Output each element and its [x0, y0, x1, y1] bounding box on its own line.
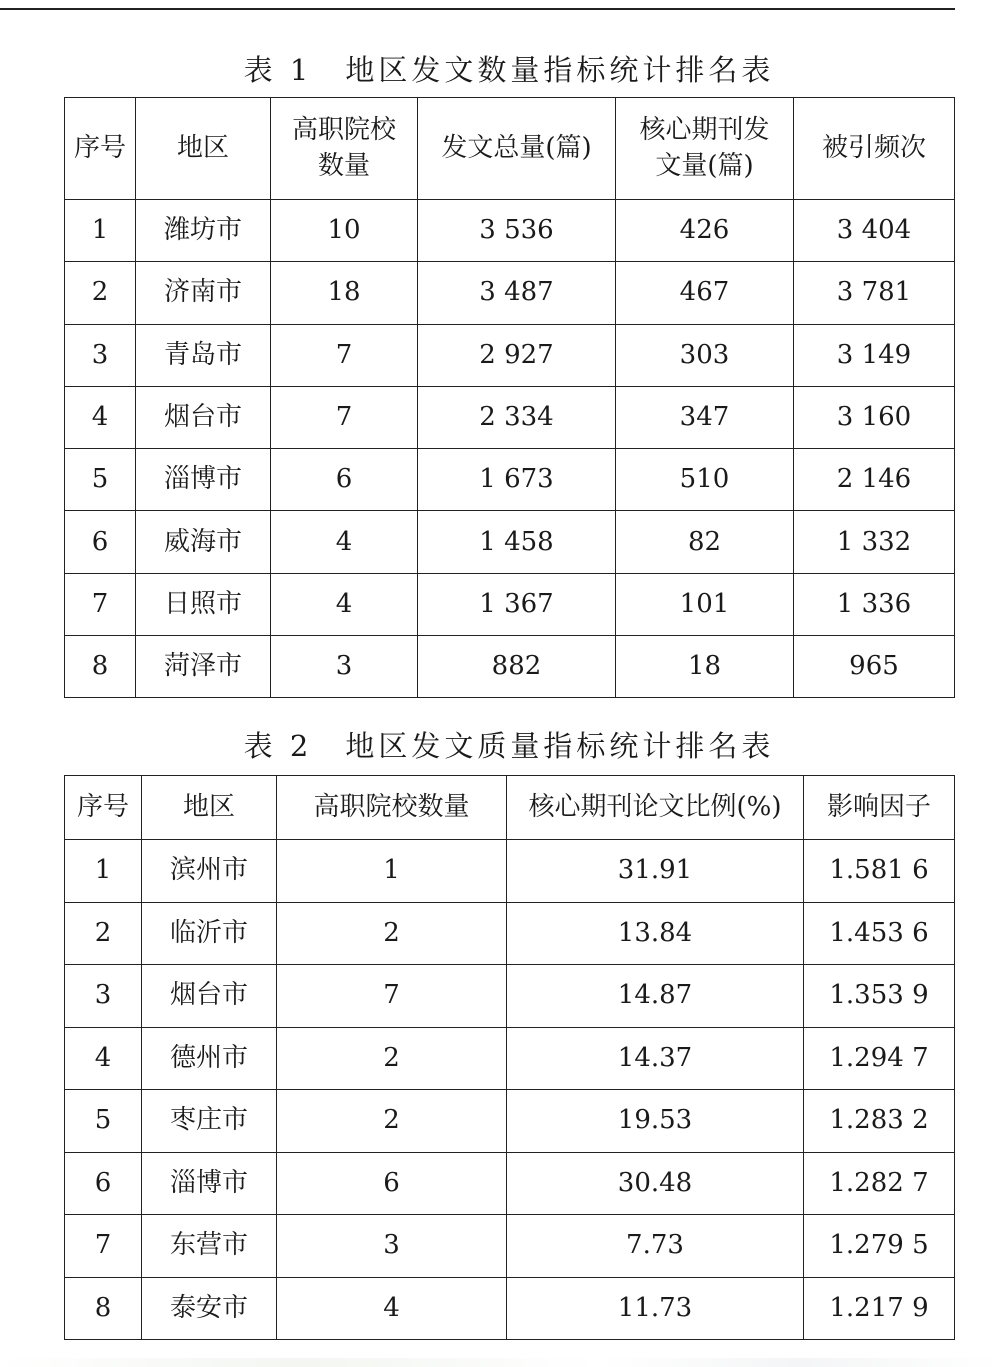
table1-cell: 3 160	[794, 386, 955, 448]
table1-cell: 1 458	[418, 511, 616, 573]
table2-cell: 泰安市	[142, 1277, 277, 1340]
header-line: 序号	[73, 132, 126, 163]
table1-cell: 2 334	[418, 386, 616, 448]
table1-cell: 7	[271, 324, 418, 386]
table2-header-cell: 高职院校数量	[277, 776, 507, 840]
table2-row	[65, 902, 955, 965]
table2-cell: 临沂市	[142, 902, 277, 965]
table1-cell: 6	[65, 511, 136, 573]
table2-row	[65, 1090, 955, 1153]
table1-cell: 3	[271, 636, 418, 698]
table2-cell: 1.282 7	[804, 1152, 955, 1215]
table1-cell: 1 332	[794, 511, 955, 573]
table2-cell: 1	[65, 840, 142, 903]
table2-cell: 1.353 9	[804, 965, 955, 1028]
table1-cell: 1	[65, 200, 136, 262]
header-line: 被引频次	[821, 132, 926, 163]
header-line: 数量	[317, 150, 370, 181]
table2-cell: 1.453 6	[804, 902, 955, 965]
top-rule	[0, 8, 955, 10]
header-line: 高职院校	[291, 115, 396, 146]
table1-cell: 10	[271, 200, 418, 262]
table2-cell: 淄博市	[142, 1152, 277, 1215]
table1-cell: 467	[616, 262, 794, 324]
header-line: 地区	[176, 132, 229, 163]
table1-cell: 4	[65, 386, 136, 448]
table1-header-cell	[794, 98, 955, 200]
table1-cell: 18	[616, 636, 794, 698]
table2-cell: 6	[277, 1152, 507, 1215]
table2-cell: 1	[277, 840, 507, 903]
table2-row	[65, 965, 955, 1028]
table1-cell: 18	[271, 262, 418, 324]
table1-cell: 4	[271, 511, 418, 573]
table1-cell: 青岛市	[136, 324, 271, 386]
table2-row	[65, 1215, 955, 1278]
table1-cell: 3	[65, 324, 136, 386]
page-bottom-edge	[0, 1358, 1000, 1367]
table1-cell: 3 149	[794, 324, 955, 386]
table1-cell: 2	[65, 262, 136, 324]
table1-caption: 表 1 地区发文数量指标统计排名表	[243, 53, 775, 87]
table1-cell: 303	[616, 324, 794, 386]
table-publication-quantity	[64, 97, 955, 698]
table2-row	[65, 1277, 955, 1340]
table2-cell: 8	[65, 1277, 142, 1340]
table2-row	[65, 840, 955, 903]
table1-cell: 3 487	[418, 262, 616, 324]
table1-cell: 菏泽市	[136, 636, 271, 698]
table1-row	[65, 200, 955, 262]
table1-row	[65, 324, 955, 386]
header-line: 文量(篇)	[655, 150, 754, 181]
table2-cell: 德州市	[142, 1027, 277, 1090]
table2-cell: 1.294 7	[804, 1027, 955, 1090]
table2-cell: 2	[65, 902, 142, 965]
table1-cell: 济南市	[136, 262, 271, 324]
table2-cell: 东营市	[142, 1215, 277, 1278]
table2-cell: 枣庄市	[142, 1090, 277, 1153]
table1-cell: 1 673	[418, 449, 616, 511]
table1-cell: 5	[65, 449, 136, 511]
table2-cell: 3	[277, 1215, 507, 1278]
table2-header-cell: 核心期刊论文比例(%)	[507, 776, 804, 840]
table1-cell: 4	[271, 573, 418, 635]
table2-cell: 烟台市	[142, 965, 277, 1028]
table1-cell: 威海市	[136, 511, 271, 573]
table2-cell: 19.53	[507, 1090, 804, 1153]
table1-cell: 3 536	[418, 200, 616, 262]
table1-cell: 8	[65, 636, 136, 698]
table2-cell: 滨州市	[142, 840, 277, 903]
table2-header-cell: 影响因子	[804, 776, 955, 840]
table2-cell: 7	[65, 1215, 142, 1278]
table2-caption: 表 2 地区发文质量指标统计排名表	[243, 729, 775, 763]
table1-header-row	[65, 98, 955, 200]
table2-cell: 31.91	[507, 840, 804, 903]
table2-cell: 30.48	[507, 1152, 804, 1215]
table2-cell: 1.581 6	[804, 840, 955, 903]
table2-cell: 6	[65, 1152, 142, 1215]
table2-cell: 2	[277, 1090, 507, 1153]
table1-row	[65, 386, 955, 448]
table-publication-quality	[64, 775, 955, 1340]
table1-cell: 潍坊市	[136, 200, 271, 262]
table1-cell: 882	[418, 636, 616, 698]
table1-row	[65, 573, 955, 635]
table2-cell: 2	[277, 902, 507, 965]
table1-cell: 6	[271, 449, 418, 511]
table1-cell: 426	[616, 200, 794, 262]
table2-header-row	[65, 776, 955, 840]
table2-header-cell: 地区	[142, 776, 277, 840]
header-line: 核心期刊发	[639, 115, 770, 146]
header-line: 发文总量(篇)	[441, 132, 592, 163]
table1-cell: 1 367	[418, 573, 616, 635]
table1-row	[65, 511, 955, 573]
table1-row	[65, 262, 955, 324]
table2-cell: 4	[277, 1277, 507, 1340]
table1-cell: 2 146	[794, 449, 955, 511]
table2-cell: 7	[277, 965, 507, 1028]
table2-cell: 1.283 2	[804, 1090, 955, 1153]
table1-cell: 日照市	[136, 573, 271, 635]
table2-header-cell: 序号	[65, 776, 142, 840]
table1-row	[65, 636, 955, 698]
table2-cell: 2	[277, 1027, 507, 1090]
table1-cell: 1 336	[794, 573, 955, 635]
table1-cell: 2 927	[418, 324, 616, 386]
table2-cell: 1.279 5	[804, 1215, 955, 1278]
table1-cell: 510	[616, 449, 794, 511]
table1-cell: 7	[271, 386, 418, 448]
table2-cell: 14.87	[507, 965, 804, 1028]
table2-cell: 13.84	[507, 902, 804, 965]
table1-header-cell	[616, 98, 794, 200]
table2-row	[65, 1027, 955, 1090]
table2-cell: 7.73	[507, 1215, 804, 1278]
table1-row	[65, 449, 955, 511]
table2-cell: 14.37	[507, 1027, 804, 1090]
table2-cell: 5	[65, 1090, 142, 1153]
table1-cell: 82	[616, 511, 794, 573]
table1-cell: 7	[65, 573, 136, 635]
table2-cell: 4	[65, 1027, 142, 1090]
table1-header-cell	[418, 98, 616, 200]
table2-cell: 3	[65, 965, 142, 1028]
table2-cell: 1.217 9	[804, 1277, 955, 1340]
table1-header-cell	[271, 98, 418, 200]
table1-cell: 淄博市	[136, 449, 271, 511]
table1-cell: 3 781	[794, 262, 955, 324]
table1-header-cell	[65, 98, 136, 200]
table1-cell: 101	[616, 573, 794, 635]
table1-cell: 347	[616, 386, 794, 448]
table1-cell: 965	[794, 636, 955, 698]
table2-cell: 11.73	[507, 1277, 804, 1340]
table2-row	[65, 1152, 955, 1215]
table1-cell: 3 404	[794, 200, 955, 262]
table1-header-cell	[136, 98, 271, 200]
table1-cell: 烟台市	[136, 386, 271, 448]
